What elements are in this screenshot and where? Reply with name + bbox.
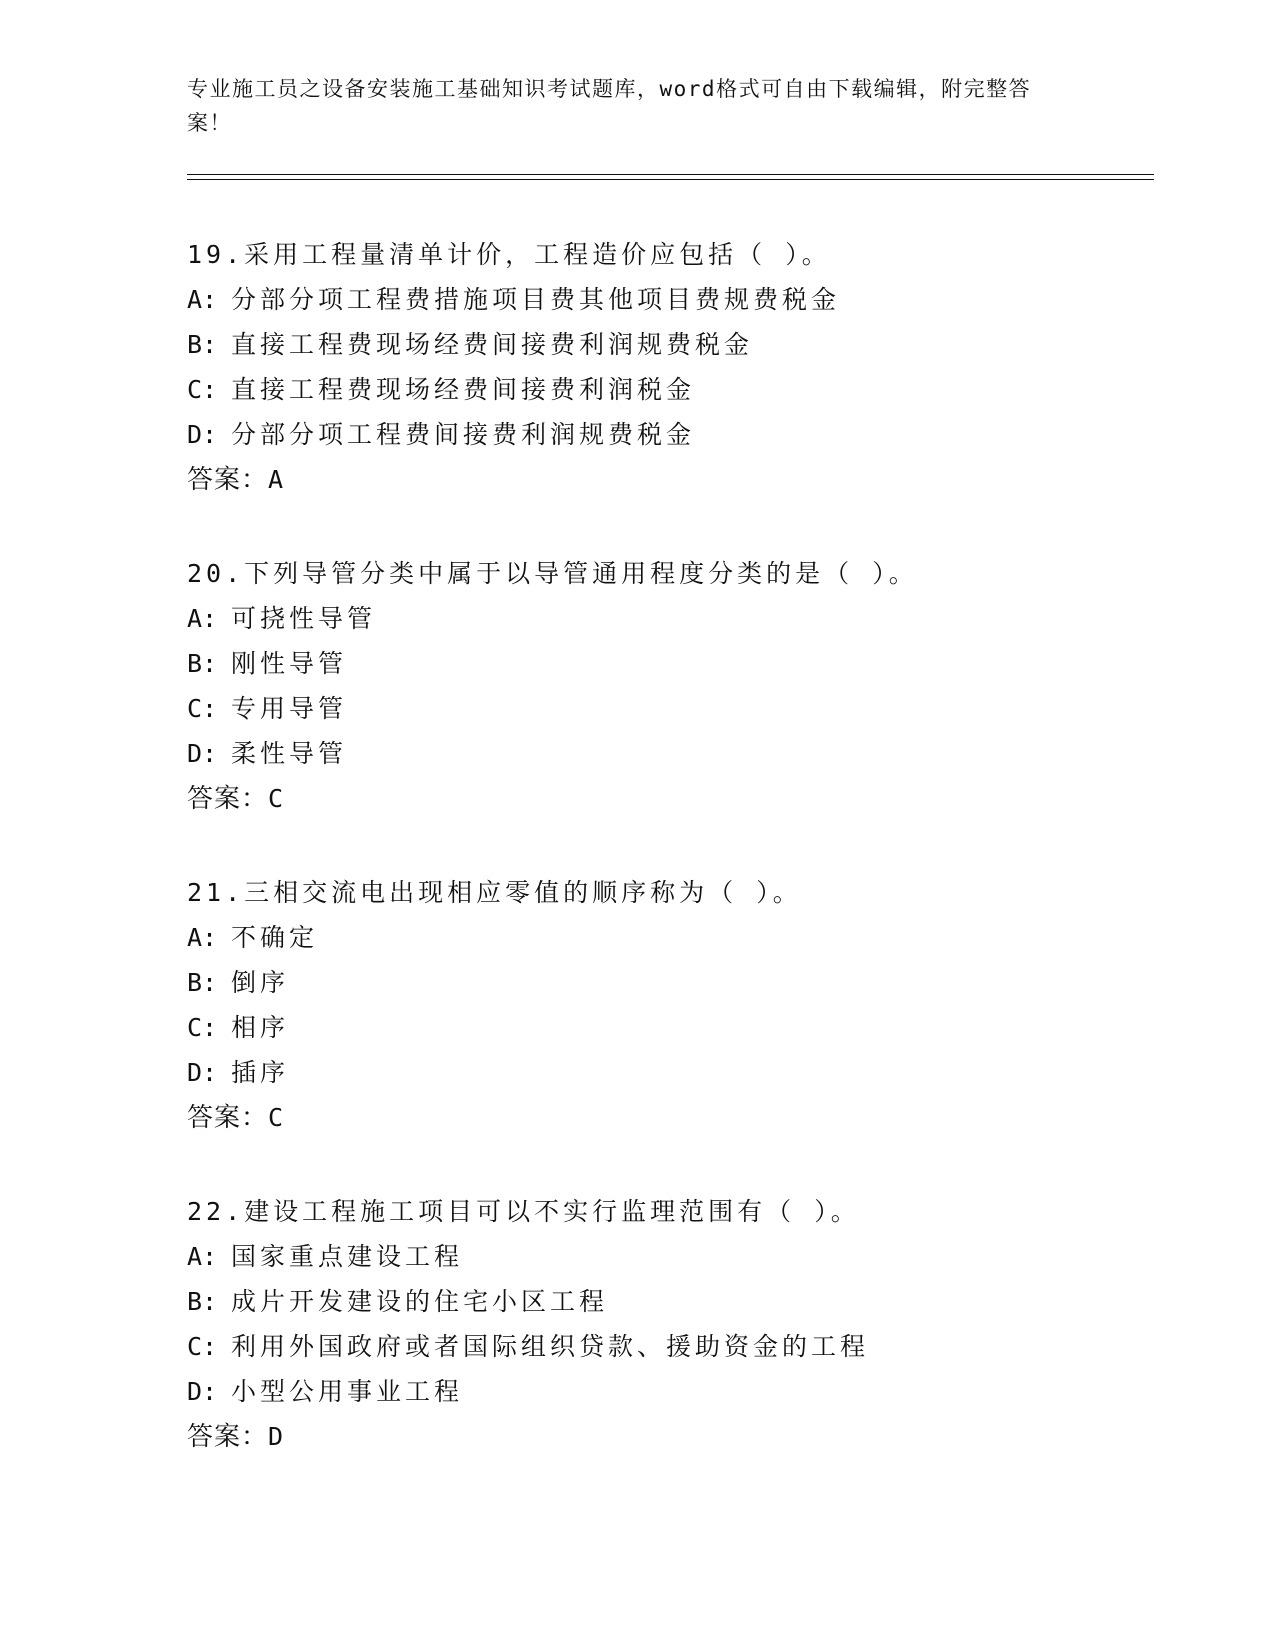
answer-label: 答案： — [187, 784, 269, 814]
option-text: 小型公用事业工程 — [231, 1377, 464, 1406]
answer-line — [187, 457, 1147, 502]
option-key: C: — [187, 375, 218, 404]
option-key: C: — [187, 1013, 218, 1042]
option-key: B: — [187, 1287, 218, 1316]
option-d — [187, 1369, 1147, 1414]
option-c — [187, 1324, 1147, 1369]
question-stem: 20.下列导管分类中属于以导管通用程度分类的是（ ）。 — [187, 559, 918, 588]
option-key: A: — [187, 1242, 218, 1271]
question-stem: 19.采用工程量清单计价，工程造价应包括（ ）。 — [187, 240, 831, 269]
option-text: 相序 — [231, 1013, 290, 1042]
header-divider-bottom — [187, 179, 1154, 180]
answer-value: C — [268, 784, 285, 813]
option-key: A: — [187, 923, 218, 952]
answer-line — [187, 776, 1147, 821]
option-text: 成片开发建设的住宅小区工程 — [231, 1287, 609, 1316]
option-a — [187, 1234, 1147, 1279]
option-b — [187, 322, 1147, 367]
option-a — [187, 915, 1147, 960]
option-text: 专用导管 — [231, 694, 348, 723]
option-c — [187, 1005, 1147, 1050]
question-19 — [187, 232, 1147, 502]
option-key: D: — [187, 1058, 218, 1087]
question-stem: 22.建设工程施工项目可以不实行监理范围有（ ）。 — [187, 1197, 860, 1226]
option-d — [187, 412, 1147, 457]
option-text: 国家重点建设工程 — [231, 1242, 464, 1271]
question-20 — [187, 551, 1147, 821]
answer-line — [187, 1414, 1147, 1459]
option-key: C: — [187, 694, 218, 723]
option-a — [187, 277, 1147, 322]
answer-value: A — [268, 465, 285, 494]
answer-label: 答案： — [187, 465, 269, 495]
option-text: 可挠性导管 — [231, 604, 377, 633]
option-d — [187, 731, 1147, 776]
option-text: 柔性导管 — [231, 739, 348, 768]
option-key: D: — [187, 739, 218, 768]
option-b — [187, 1279, 1147, 1324]
option-text: 刚性导管 — [231, 649, 348, 678]
question-21 — [187, 870, 1147, 1140]
option-key: B: — [187, 649, 218, 678]
answer-label: 答案： — [187, 1103, 269, 1133]
option-key: A: — [187, 285, 218, 314]
option-c — [187, 367, 1147, 412]
answer-line — [187, 1095, 1147, 1140]
option-c — [187, 686, 1147, 731]
option-key: C: — [187, 1332, 218, 1361]
option-key: B: — [187, 968, 218, 997]
option-key: D: — [187, 1377, 218, 1406]
option-text: 利用外国政府或者国际组织贷款、援助资金的工程 — [231, 1332, 870, 1361]
option-text: 直接工程费现场经费间接费利润税金 — [231, 375, 696, 404]
question-22 — [187, 1189, 1147, 1459]
option-text: 不确定 — [231, 923, 319, 952]
option-key: B: — [187, 330, 218, 359]
document-header: 专业施工员之设备安装施工基础知识考试题库，word格式可自由下载编辑，附完整答案！ — [187, 77, 1032, 135]
option-text: 插序 — [231, 1058, 290, 1087]
answer-label: 答案： — [187, 1422, 269, 1452]
answer-value: D — [268, 1422, 285, 1451]
header-divider-top — [187, 174, 1154, 175]
option-a — [187, 596, 1147, 641]
answer-value: C — [268, 1103, 285, 1132]
option-text: 分部分项工程费措施项目费其他项目费规费税金 — [231, 285, 841, 314]
option-b — [187, 960, 1147, 1005]
option-b — [187, 641, 1147, 686]
option-d — [187, 1050, 1147, 1095]
question-stem: 21.三相交流电出现相应零值的顺序称为（ ）。 — [187, 878, 802, 907]
option-text: 倒序 — [231, 968, 290, 997]
option-key: D: — [187, 420, 218, 449]
option-text: 直接工程费现场经费间接费利润规费税金 — [231, 330, 754, 359]
option-key: A: — [187, 604, 218, 633]
option-text: 分部分项工程费间接费利润规费税金 — [231, 420, 696, 449]
